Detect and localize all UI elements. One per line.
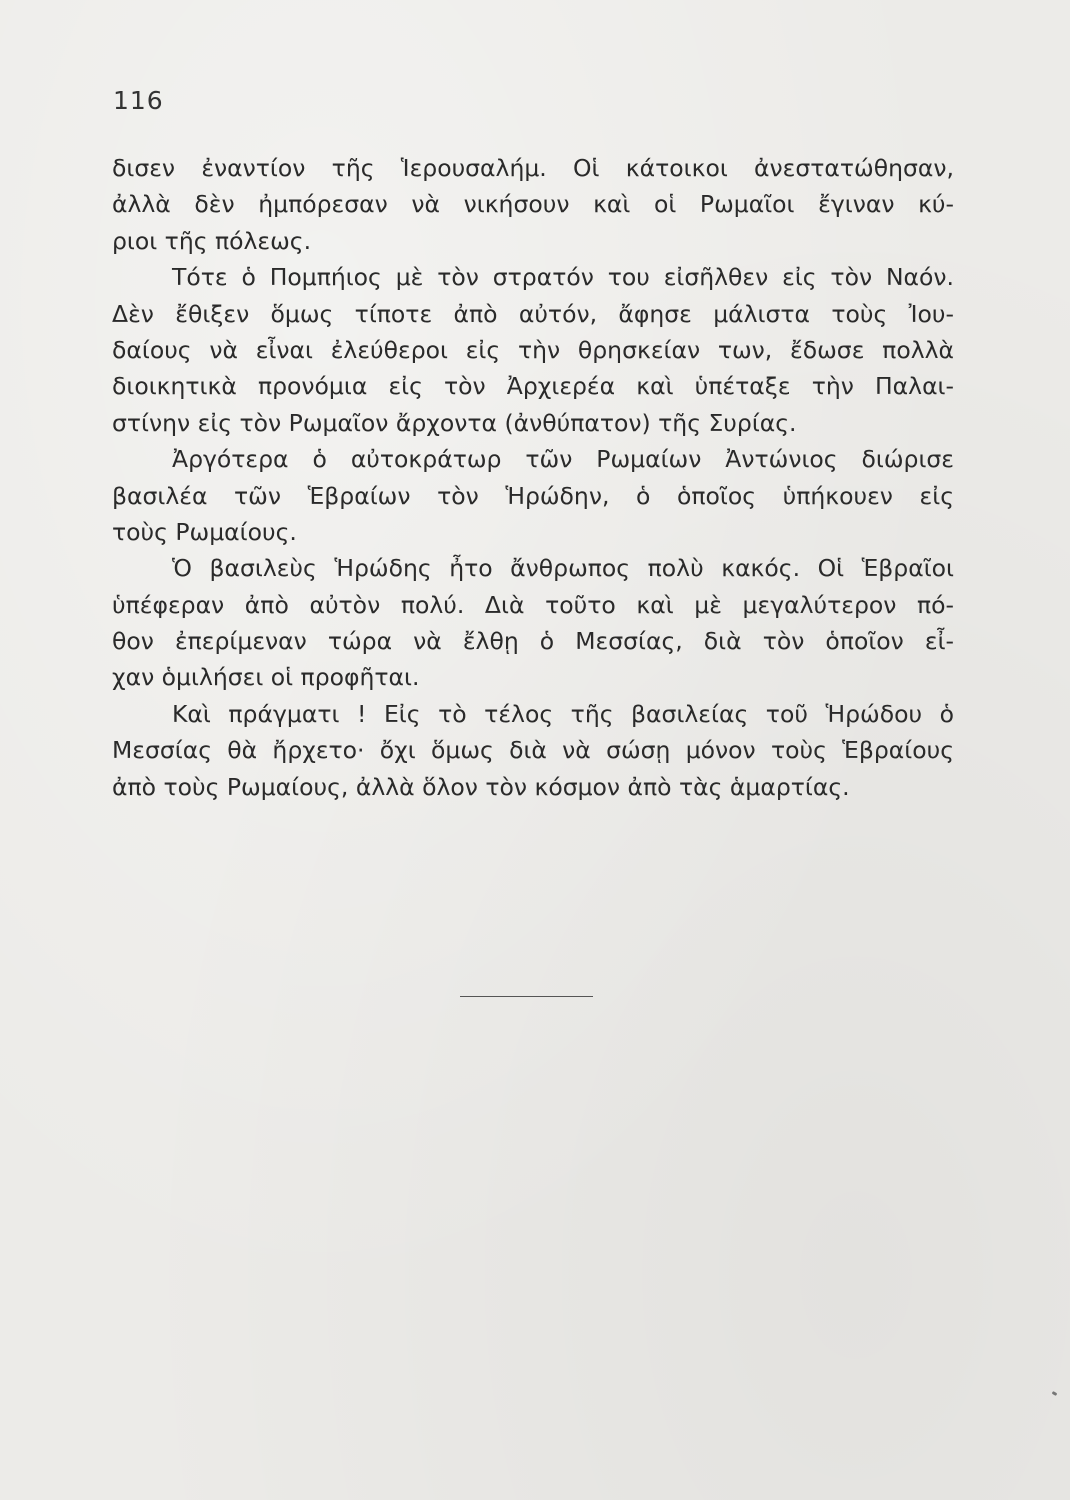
text-line: στίνην εἰς τὸν Ρωμαῖον ἄρχοντα (ἀνθύπατον) τῆς Συρίας. [112,408,797,437]
text-line: τοὺς Ρωμαίους. [112,517,297,546]
text-line: ἀλλὰ δὲν ἠμπόρεσαν νὰ νικήσουν καὶ οἱ Ρωμαῖοι ἔγιναν κύ- [112,190,954,219]
paragraph [112,696,954,805]
paragraph [112,150,954,259]
text-line: ὑπέφεραν ἀπὸ αὐτὸν πολύ. Διὰ τοῦτο καὶ μὲ μεγαλύτερον πό- [112,590,954,619]
text-line: Μεσσίας θὰ ἤρχετο· ὄχι ὅμως διὰ νὰ σώσῃ μόνον τοὺς Ἑβραίους [112,736,954,765]
text-line: Καὶ πράγματι ! Εἰς τὸ τέλος τῆς βασιλείας τοῦ Ἡρώδου ὁ [172,699,954,728]
text-line: δαίους νὰ εἶναι ἐλεύθεροι εἰς τὴν θρησκείαν των, ἔδωσε πολλὰ [112,335,954,364]
text-line: χαν ὁμιλήσει οἱ προφῆται. [112,663,420,692]
body-text [112,150,954,805]
page-number: 116 [113,86,164,115]
text-line: Ὁ βασιλεὺς Ἡρώδης ἦτο ἄνθρωπος πολὺ κακός. Οἱ Ἑβραῖοι [172,554,954,583]
paragraph [112,259,954,441]
text-line: θον ἐπερίμεναν τώρα νὰ ἔλθῃ ὁ Μεσσίας, διὰ τὸν ὁποῖον εἶ- [112,627,954,656]
paragraph [112,441,954,550]
section-divider [460,996,593,997]
text-line: διοικητικὰ προνόμια εἰς τὸν Ἀρχιερέα καὶ ὑπέταξε τὴν Παλαι- [112,372,954,401]
text-line: Δὲν ἔθιξεν ὅμως τίποτε ἀπὸ αὐτόν, ἄφησε μάλιστα τοὺς Ἰου- [112,299,954,328]
text-line: Ἀργότερα ὁ αὐτοκράτωρ τῶν Ρωμαίων Ἀντώνιος διώρισε [172,445,954,474]
paper-speck [1052,1391,1058,1396]
text-line: ριοι τῆς πόλεως. [112,226,312,255]
text-line: βασιλέα τῶν Ἑβραίων τὸν Ἡρώδην, ὁ ὁποῖος ὑπήκουεν εἰς [112,481,954,510]
text-line: δισεν ἐναντίον τῆς Ἱερουσαλήμ. Οἱ κάτοικοι ἀνεστατώθησαν, [112,154,954,182]
text-line: ἀπὸ τοὺς Ρωμαίους, ἀλλὰ ὅλον τὸν κόσμον ἀπὸ τὰς ἁμαρτίας. [112,772,850,801]
text-line: Τότε ὁ Πομπήιος μὲ τὸν στρατόν του εἰσῆλθεν εἰς τὸν Ναόν. [172,263,954,292]
paragraph [112,550,954,696]
